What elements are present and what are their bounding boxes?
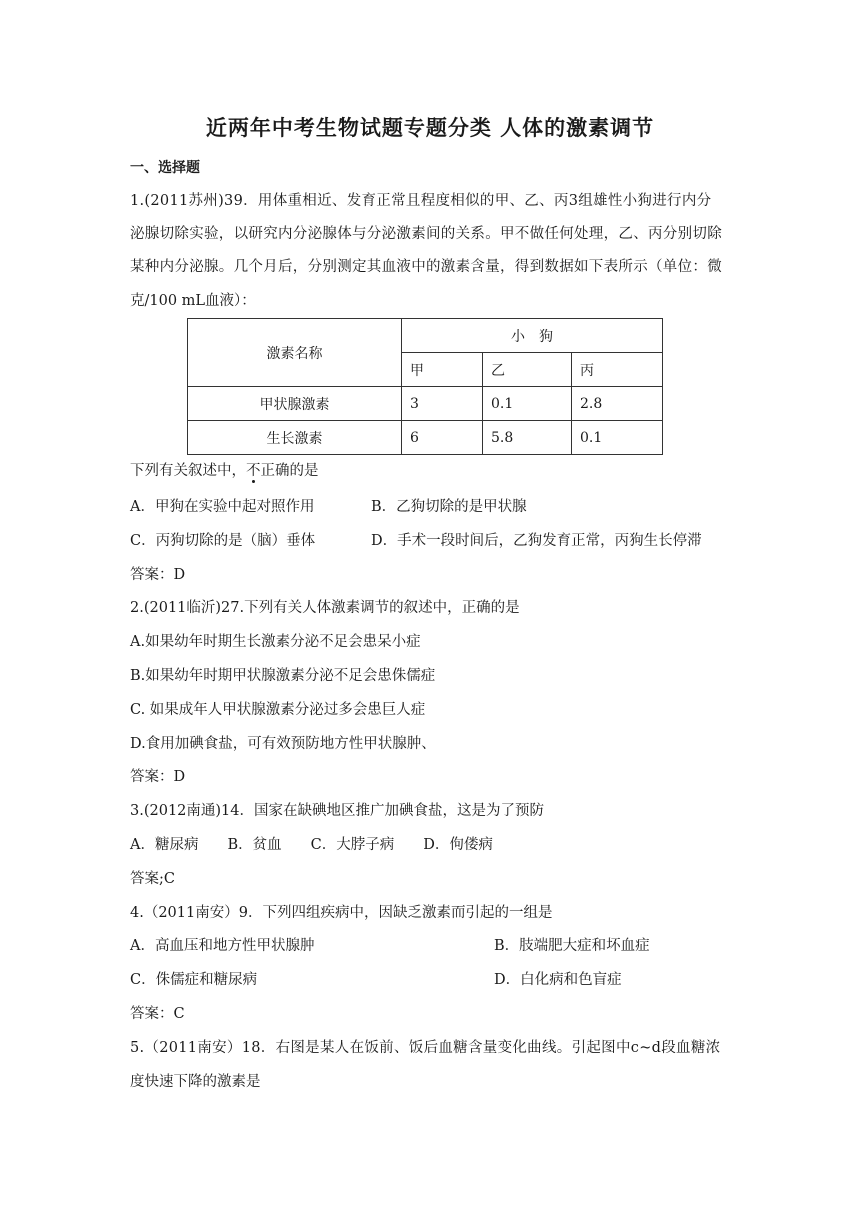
q2-stem: 2.(2011临沂)27.下列有关人体激素调节的叙述中，正确的是 [130, 600, 520, 616]
q4-answer: 答案：C [130, 1006, 185, 1022]
table-col-c: 丙 [572, 353, 663, 387]
q4-stem: 4.（2011南安）9．下列四组疾病中，因缺乏激素而引起的一组是 [130, 905, 553, 921]
table-col-a: 甲 [402, 353, 483, 387]
q2-option-c: C. 如果成年人甲状腺激素分泌过多会患巨人症 [130, 702, 426, 718]
table-header-name: 激素名称 [188, 319, 402, 387]
q3-answer: 答案;C [130, 871, 175, 887]
table-cell: 0.1 [483, 387, 572, 421]
q4-option-d: D．白化病和色盲症 [494, 972, 622, 988]
table-cell: 6 [402, 421, 483, 455]
table-row [188, 421, 663, 455]
q1-option-c: C．丙狗切除的是（脑）垂体 [130, 533, 316, 549]
q2-option-d: D.食用加碘食盐，可有效预防地方性甲状腺肿、 [130, 736, 436, 752]
q3-options: A．糖尿病 B．贫血 C．大脖子病 D．佝偻病 [130, 837, 493, 853]
q1-stem-emphasis: 不 [246, 463, 261, 479]
table-col-b: 乙 [483, 353, 572, 387]
q1-stem-pre: 下列有关叙述中， [130, 463, 246, 479]
q2-answer: 答案：D [130, 769, 186, 785]
table-cell: 甲状腺激素 [188, 387, 402, 421]
q1-line-3: 某种内分泌腺。几个月后，分别测定其血液中的激素含量，得到数据如下表所示（单位：微 [130, 259, 722, 275]
q5-line-2: 度快速下降的激素是 [130, 1074, 261, 1090]
q4-option-c: C．侏儒症和糖尿病 [130, 972, 258, 988]
q1-stem-post: 正确的是 [260, 463, 319, 479]
q2-option-a: A.如果幼年时期生长激素分泌不足会患呆小症 [130, 634, 421, 650]
q1-line-4: 克/100 mL血液）： [130, 293, 256, 309]
q1-option-a: A．甲狗在实验中起对照作用 [130, 499, 315, 515]
q1-line-2: 泌腺切除实验，以研究内分泌腺体与分泌激素间的关系。甲不做任何处理，乙、丙分别切除 [130, 226, 722, 242]
table-row [188, 387, 663, 421]
table-cell: 0.1 [572, 421, 663, 455]
q3-stem: 3.(2012南通)14．国家在缺碘地区推广加碘食盐，这是为了预防 [130, 803, 544, 819]
table-header-group: 小 狗 [402, 319, 663, 353]
q4-option-b: B．肢端肥大症和坏血症 [494, 938, 650, 954]
hormone-table [187, 318, 663, 455]
q1-line-1: 1.(2011苏州)39．用体重相近、发育正常且程度相似的甲、乙、丙3组雄性小狗进行内分 [130, 193, 712, 209]
table-cell: 2.8 [572, 387, 663, 421]
q1-option-d: D．手术一段时间后，乙狗发育正常，丙狗生长停滞 [371, 533, 702, 549]
page-title: 近两年中考生物试题专题分类 人体的激素调节 [205, 116, 655, 140]
q1-option-b: B．乙狗切除的是甲状腺 [371, 499, 527, 515]
q5-line-1: 5.（2011南安）18．右图是某人在饭前、饭后血糖含量变化曲线。引起图中c~d段血糖浓 [130, 1040, 721, 1056]
section-heading: 一、选择题 [130, 160, 200, 176]
table-cell: 5.8 [483, 421, 572, 455]
table-cell: 生长激素 [188, 421, 402, 455]
q1-stem [130, 461, 730, 481]
q1-answer: 答案：D [130, 567, 186, 583]
table-cell: 3 [402, 387, 483, 421]
q4-option-a: A．高血压和地方性甲状腺肿 [130, 938, 315, 954]
q2-option-b: B.如果幼年时期甲状腺激素分泌不足会患侏儒症 [130, 668, 436, 684]
